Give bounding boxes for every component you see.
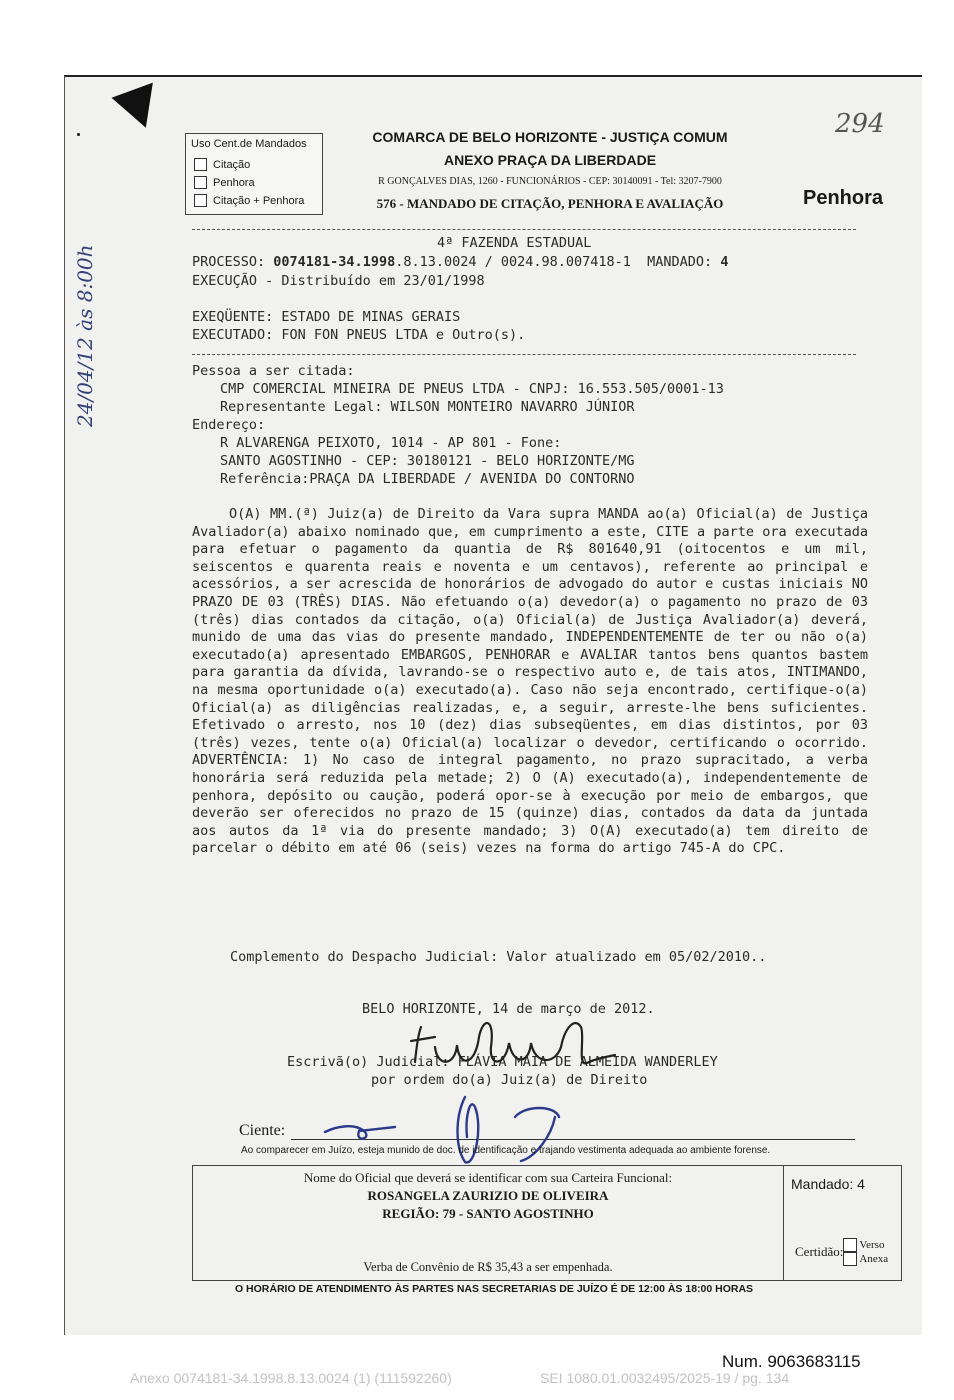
punch-hole-mark bbox=[111, 83, 166, 136]
certidao-options bbox=[843, 1238, 888, 1266]
citada-label: Pessoa a ser citada: bbox=[192, 363, 355, 379]
scanned-document bbox=[64, 75, 922, 1335]
checkbox-citacao-penhora bbox=[194, 194, 207, 207]
ciente-label: Ciente: bbox=[239, 1122, 286, 1139]
endereco-label: Endereço: bbox=[192, 417, 266, 433]
mandado-label: Mandado: 4 bbox=[791, 1176, 865, 1192]
officer-region: REGIÃO: 79 - SANTO AGOSTINHO bbox=[382, 1206, 594, 1221]
endereco-line-1: R ALVARENGA PEIXOTO, 1014 - AP 801 - Fone: bbox=[220, 435, 562, 451]
recipient-signature bbox=[315, 1087, 615, 1177]
ciente-note: Ao comparecer em Juízo, esteja munido de doc. de identificação e trajando vestimenta adequada ao ambiente forense. bbox=[241, 1145, 771, 1156]
option-label: Citação bbox=[213, 158, 251, 171]
certidao-option-label: Anexa bbox=[859, 1253, 889, 1265]
certidao-verso bbox=[843, 1238, 888, 1252]
citada-representante: Representante Legal: WILSON MONTEIRO NAVARRO JÚNIOR bbox=[220, 399, 635, 415]
processo-label: PROCESSO: bbox=[192, 254, 274, 270]
vara: 4ª FAZENDA ESTADUAL bbox=[437, 235, 592, 251]
por-ordem: por ordem do(a) Juiz(a) de Direito bbox=[371, 1072, 648, 1088]
option-penhora bbox=[194, 176, 255, 189]
option-label: Citação + Penhora bbox=[213, 194, 305, 207]
referencia: Referência:PRAÇA DA LIBERDADE / AVENIDA DO CONTORNO bbox=[220, 471, 635, 487]
footer-attachment-ref: Anexo 0074181-34.1998.8.13.0024 (1) (111592260) bbox=[130, 1370, 452, 1386]
option-citacao-penhora bbox=[194, 194, 304, 207]
certidao-anexa bbox=[843, 1252, 888, 1266]
exequente: EXEQÜENTE: ESTADO DE MINAS GERAIS bbox=[192, 309, 461, 325]
usage-box-title: Uso Cent.de Mandados bbox=[191, 138, 307, 150]
court-name: COMARCA DE BELO HORIZONTE - JUSTIÇA COMUM bbox=[372, 129, 728, 145]
mandate-title: 576 - MANDADO DE CITAÇÃO, PENHORA E AVALIAÇÃO bbox=[376, 196, 724, 211]
execucao: EXECUÇÃO - Distribuído em 23/01/1998 bbox=[192, 273, 485, 289]
office-hours-notice: O HORÁRIO DE ATENDIMENTO ÀS PARTES NAS SECRETARIAS DE JUÍZO É DE 12:00 ÀS 18:00 HORAS bbox=[234, 1283, 754, 1295]
officer-heading: Nome do Oficial que deverá se identificar com sua Carteira Funcional: bbox=[303, 1170, 673, 1185]
checkbox-anexa bbox=[843, 1252, 857, 1266]
divider bbox=[192, 354, 856, 355]
checkbox-verso bbox=[843, 1238, 857, 1252]
endereco-line-2: SANTO AGOSTINHO - CEP: 30180121 - BELO HORIZONTE/MG bbox=[220, 453, 635, 469]
option-citacao bbox=[194, 158, 250, 171]
court-annex: ANEXO PRAÇA DA LIBERDADE bbox=[443, 152, 657, 168]
mandate-type: Penhora bbox=[803, 187, 884, 209]
checkbox-citacao bbox=[194, 158, 207, 171]
officer-box-divider bbox=[783, 1166, 784, 1280]
processo-number: 0074181-34.1998 bbox=[273, 254, 396, 270]
mandate-body-text: O(A) MM.(ª) Juiz(a) de Direito da Vara supra MANDA ao(a) Oficial(a) de Justiça Avaliador(a) abaixo nominado que, em cumprimento a este, CITE a parte ora executada para efetuar o pagamento da quantia de R$ 801640,91 (oitocentos e um mil, seiscentos e quarenta reais e noventa e um centavos), referente ao principal e acessórios, a ser acrescida de honorários de advogado do autor e custas iniciais NO PRAZO DE 03 (TRÊS) DIAS. Não efetuando o(a) devedor(a) o pagamento no prazo de 03 (três) dias contados da citação, o(a) Oficial(a) de Justiça Avaliador(a) deverá, munido de uma das vias do presente mandado, INDEPENDENTEMENTE de ter ou não o(a) executado(a) apresentado EMBARGOS, PENHORAR e AVALIAR tantos bens quantos bastem para garantia da dívida, lavrando-se o respectivo auto e, de tais atos, INTIMANDO, na mesma oportunidade o(a) executado(a). Caso não seja encontrado, certifique-o(a) Oficial(a) as diligências realizadas, e, a seguir, arreste-lhe bens suficientes. Efetivado o arresto, nos 10 (dez) dias subseqüentes, em dias distintos, por 03 (três) vezes, tente o(a) Oficial(a) localizar o devedor, certificando o ocorrido. ADVERTÊNCIA: 1) No caso de integral pagamento, no prazo supracitado, a verba honorária será reduzida pela metade; 2) O (A) executado(a), independentemente de penhora, depósito ou caução, poderá opor-se à execução por meio de embargos, que deverão ser oferecidos no prazo de 15 (quinze) dias, contados da data da juntada aos autos da 1ª via do presente mandado; 3) O(A) executado(a) tem direito de parcelar o débito em até 06 (seis) vezes na forma do artigo 745-A do CPC. bbox=[192, 506, 868, 857]
checkbox-penhora bbox=[194, 176, 207, 189]
option-label: Penhora bbox=[213, 176, 255, 189]
executado: EXECUTADO: FON FON PNEUS LTDA e Outro(s). bbox=[192, 327, 526, 343]
citada-name: CMP COMERCIAL MINEIRA DE PNEUS LTDA - CNPJ: 16.553.505/0001-13 bbox=[220, 381, 724, 397]
certidao-label: Certidão: bbox=[795, 1244, 844, 1259]
divider bbox=[192, 229, 856, 230]
complemento: Complemento do Despacho Judicial: Valor atualizado em 05/02/2010.. bbox=[230, 949, 767, 965]
court-address: R GONÇALVES DIAS, 1260 - FUNCIONÁRIOS - CEP: 30140091 - Tel: 3207-7900 bbox=[378, 176, 722, 187]
processo-line bbox=[192, 254, 728, 270]
officer-name: ROSANGELA ZAURIZIO DE OLIVEIRA bbox=[367, 1188, 609, 1203]
processo-rest: .8.13.0024 / 0024.98.007418-1 MANDADO: bbox=[395, 254, 721, 270]
certidao bbox=[795, 1238, 888, 1266]
escrivao: Escrivã(o) Judicial: FLÁVIA MAIA DE ALMEIDA WANDERLEY bbox=[287, 1054, 718, 1070]
footer-sei-ref: SEI 1080.01.0032495/2025-19 / pg. 134 bbox=[540, 1370, 790, 1386]
mandate-usage-box bbox=[185, 133, 323, 215]
mandado-number: 4 bbox=[720, 254, 729, 270]
document-number: Num. 9063683115 bbox=[722, 1352, 861, 1371]
handwritten-page-number: 294 bbox=[835, 109, 885, 139]
clerk-signature bbox=[405, 1007, 635, 1087]
date-line: BELO HORIZONTE, 14 de março de 2012. bbox=[362, 1001, 655, 1017]
verba-convenio: Verba de Convênio de R$ 35,43 a ser empenhada. bbox=[363, 1260, 613, 1274]
officer-box bbox=[192, 1165, 902, 1281]
ink-dot bbox=[77, 133, 80, 136]
certidao-option-label: Verso bbox=[859, 1239, 885, 1251]
handwritten-receipt-note: 24/04/12 às 8:00h bbox=[73, 244, 97, 427]
